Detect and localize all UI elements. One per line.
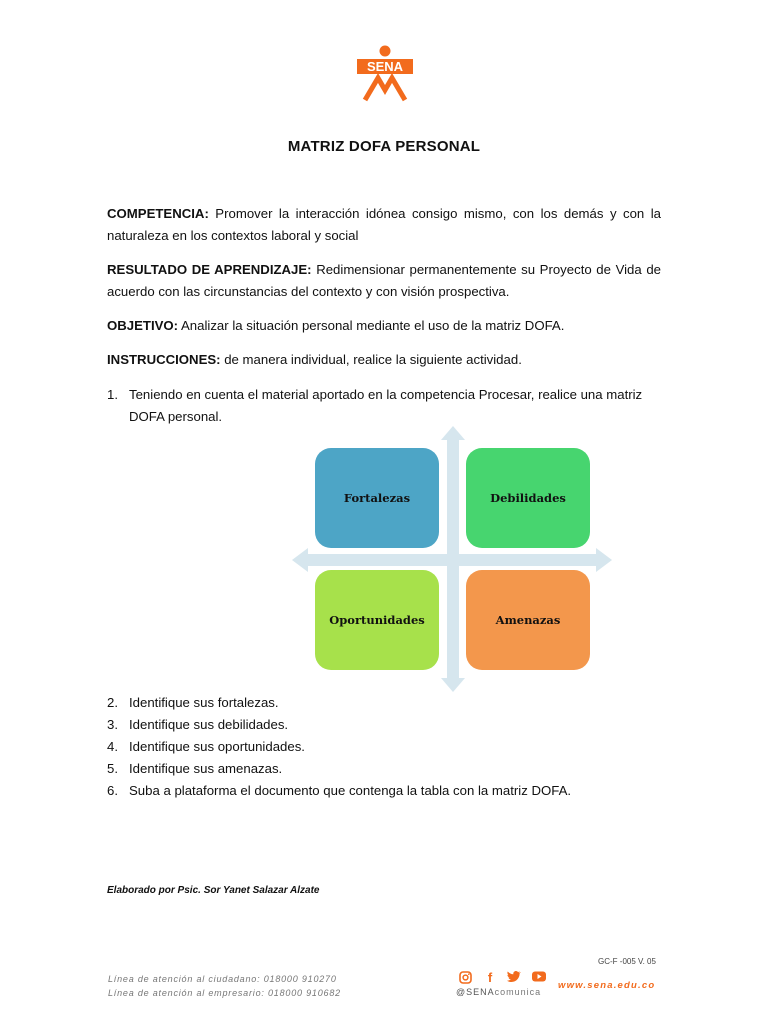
fortalezas-label: Fortalezas (343, 491, 411, 505)
handle-suffix: comunica (494, 987, 542, 997)
social-links (456, 971, 550, 1001)
instrucciones-text: de manera individual, realice la siguiente actividad. (220, 352, 522, 367)
amenazas-label: Amenazas (495, 613, 561, 627)
competencia-text: Promover la interacción idónea consigo mismo, con los demás y con la naturaleza en los contextos laboral y social (107, 206, 661, 243)
website-link[interactable]: www.sena.edu.co (558, 980, 656, 991)
list-item-number: 4. (107, 739, 118, 754)
logo-text: SENA (366, 59, 404, 74)
objetivo-label: OBJETIVO: (107, 318, 179, 333)
objetivo-text: Analizar la situación personal mediante el uso de la matriz DOFA. (178, 318, 565, 333)
list-item-number: 5. (107, 761, 118, 776)
sena-logo-graphic (356, 44, 414, 102)
fortalezas-box (315, 448, 439, 548)
resultado-paragraph (107, 259, 661, 303)
list-item-text: Suba a plataforma el documento que contenga la tabla con la matriz DOFA. (129, 783, 572, 798)
list-item (107, 384, 667, 428)
oportunidades-label: Oportunidades (329, 613, 425, 627)
objetivo-paragraph (107, 315, 661, 337)
contact-lines (108, 972, 341, 1000)
form-code: GC-F -005 V. 05 (598, 957, 656, 966)
sena-logo (356, 44, 414, 102)
dofa-matrix-diagram (286, 424, 616, 694)
author-credit: Elaborado por Psic. Sor Yanet Salazar Alzate (107, 885, 320, 896)
page-title: MATRIZ DOFA PERSONAL (287, 138, 481, 155)
list-item-text: Identifique sus oportunidades. (129, 739, 305, 754)
oportunidades-box (315, 570, 439, 670)
competencia-paragraph (107, 203, 661, 247)
instrucciones-paragraph (107, 349, 661, 371)
business-line: Línea de atención al empresario: 018000 910682 (108, 988, 341, 998)
list-item-text: Identifique sus amenazas. (129, 761, 283, 776)
instagram-icon[interactable] (458, 971, 472, 985)
social-handle (456, 987, 541, 997)
youtube-icon[interactable] (532, 971, 546, 985)
list-item-number: 6. (107, 783, 118, 798)
resultado-label: RESULTADO DE APRENDIZAJE: (107, 262, 312, 277)
citizen-line: Línea de atención al ciudadano: 018000 910270 (108, 974, 337, 984)
list-item-text: Identifique sus fortalezas. (129, 695, 279, 710)
handle-prefix: @SENA (456, 987, 495, 997)
competencia-label: COMPETENCIA: (107, 206, 209, 221)
list-item-text: Identifique sus debilidades. (129, 717, 289, 732)
list-item-number: 1. (107, 387, 118, 402)
list-item-number: 2. (107, 695, 118, 710)
resultado-text: Redimensionar permanentemente su Proyecto de Vida de acuerdo con las circunstancias del contexto y con visión prospectiva. (107, 262, 661, 299)
debilidades-box (466, 448, 590, 548)
twitter-icon[interactable] (507, 971, 521, 985)
debilidades-label: Debilidades (490, 491, 566, 505)
list-item-number: 3. (107, 717, 118, 732)
amenazas-box (466, 570, 590, 670)
instrucciones-label: INSTRUCCIONES: (107, 352, 221, 367)
list-item-text: Teniendo en cuenta el material aportado en la competencia Procesar, realice una matriz DOFA personal. (129, 387, 643, 424)
facebook-icon[interactable]: f (487, 970, 493, 985)
